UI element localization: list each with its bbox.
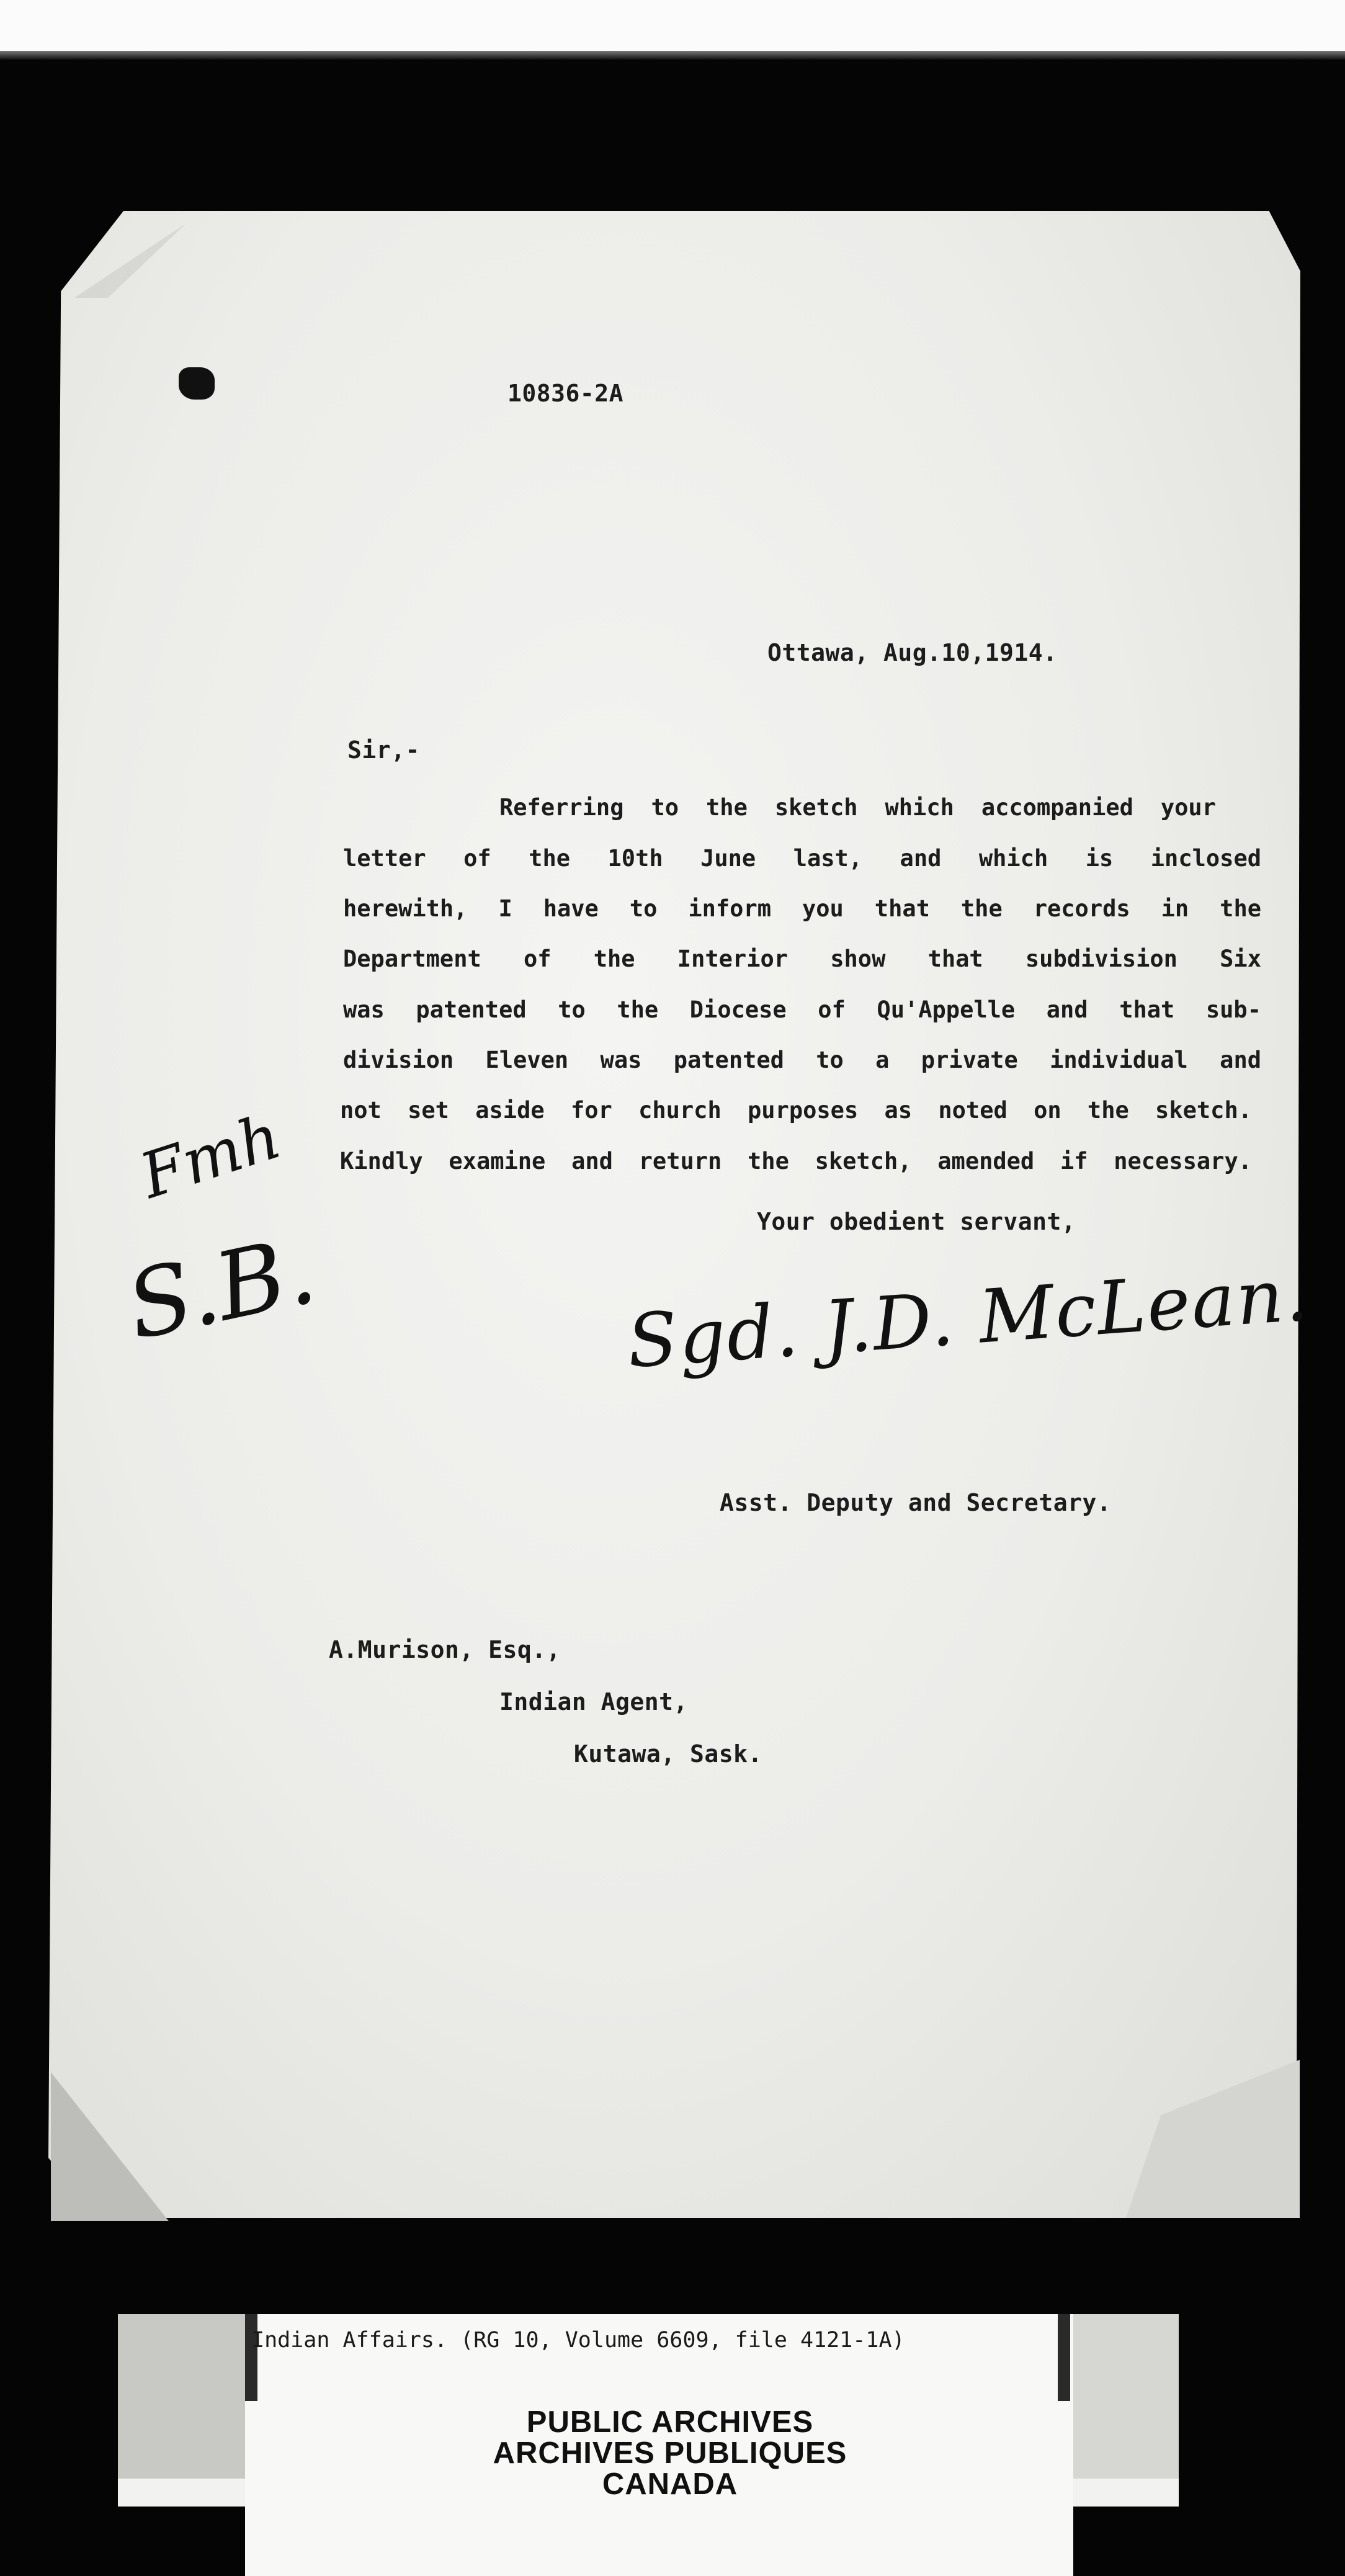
body-line: Kindly examine and return the sketch, amended if necessary. bbox=[340, 1148, 1252, 1174]
handwritten-signature: Sgd. J.D. McLean. bbox=[624, 1251, 1312, 1385]
archive-reference: Indian Affairs. (RG 10, Volume 6609, file 4121-1A) bbox=[251, 2328, 905, 2353]
recipient-position: Indian Agent, bbox=[499, 1688, 688, 1715]
stamp-line: PUBLIC ARCHIVES bbox=[526, 2405, 814, 2439]
body-line: letter of the 10th June last, and which is inclosed bbox=[343, 845, 1261, 872]
salutation: Sir,- bbox=[347, 736, 420, 764]
closing: Your obedient servant, bbox=[757, 1208, 1076, 1235]
signer-title: Asst. Deputy and Secretary. bbox=[720, 1489, 1112, 1516]
body-line: not set aside for church purposes as noted on the sketch. bbox=[340, 1097, 1252, 1124]
label-tab bbox=[245, 2314, 257, 2401]
body-line: was patented to the Diocese of Qu'Appelle and that sub- bbox=[343, 996, 1261, 1023]
place-date: Ottawa, Aug.10,1914. bbox=[767, 639, 1058, 666]
body-line: Referring to the sketch which accompanied your bbox=[499, 794, 1216, 821]
body-line: Department of the Interior show that subdivision Six bbox=[343, 946, 1261, 972]
scan-edge bbox=[0, 51, 1345, 60]
recipient-name: A.Murison, Esq., bbox=[329, 1636, 561, 1663]
archive-strip-shadow bbox=[1070, 2314, 1179, 2479]
letter-page bbox=[48, 211, 1300, 2218]
punch-hole bbox=[179, 367, 215, 400]
label-tab bbox=[1058, 2314, 1070, 2401]
stamp-line: ARCHIVES PUBLIQUES bbox=[493, 2436, 847, 2470]
stamp-line: CANADA bbox=[602, 2467, 738, 2501]
body-line: herewith, I have to inform you that the records in the bbox=[343, 895, 1261, 922]
archive-strip-shadow bbox=[118, 2314, 245, 2479]
file-number: 10836-2A bbox=[507, 380, 624, 407]
recipient-location: Kutawa, Sask. bbox=[574, 1740, 762, 1768]
scan-top-border bbox=[0, 0, 1345, 51]
body-line: division Eleven was patented to a private individual and bbox=[343, 1047, 1261, 1073]
margin-initials: Fmh bbox=[132, 1099, 290, 1213]
archives-stamp bbox=[409, 2407, 931, 2500]
margin-mark: S.B. bbox=[118, 1216, 324, 1361]
